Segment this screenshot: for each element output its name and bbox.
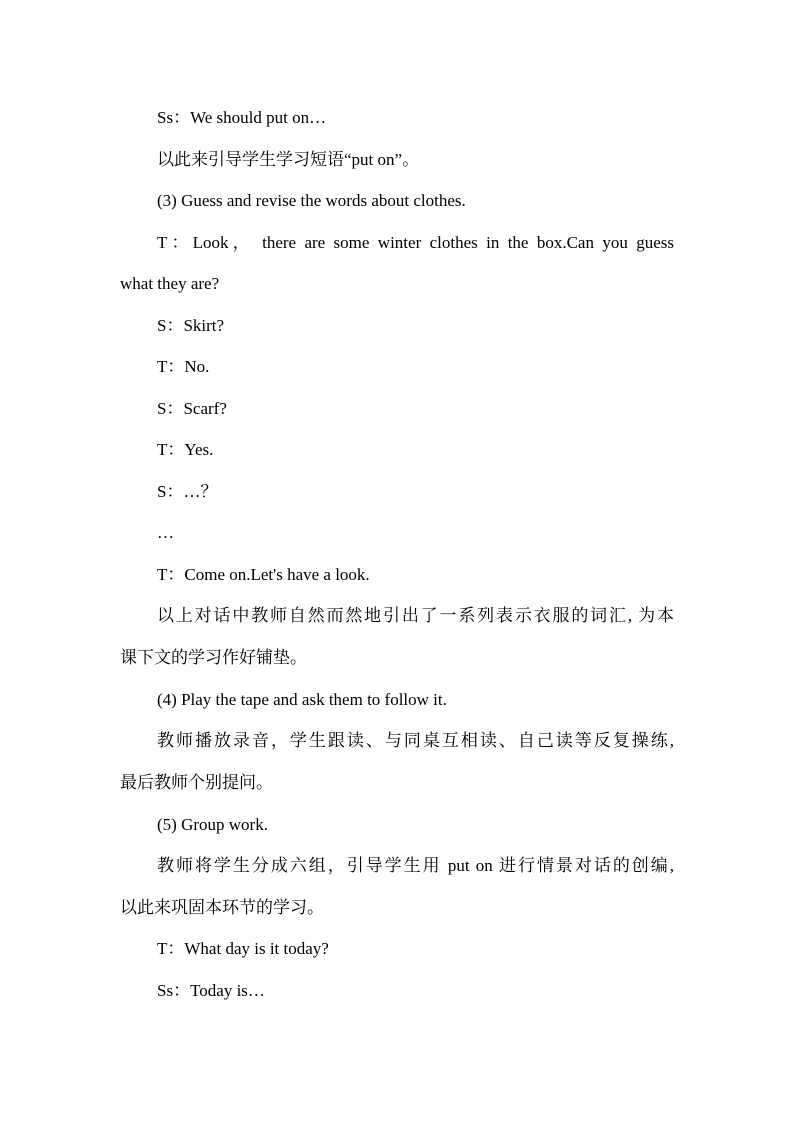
dialogue-line: T：What day is it today? [157,939,329,958]
step-heading: (3) Guess and revise the words about clothes. [157,191,466,210]
paragraph-line: 以上对话中教师自然而然地引出了一系列表示衣服的词汇, 为本 [157,606,674,625]
paragraph-line: 教师播放录音，学生跟读、与同桌互相读、自己读等反复操练, [157,731,674,750]
step-heading: (4) Play the tape and ask them to follow it. [157,690,447,709]
dialogue-line: T：Yes. [157,440,214,459]
dialogue-line: S：Skirt? [157,316,225,335]
dialogue-line: Ss：We should put on… [157,108,327,127]
paragraph-continuation: 以此来巩固本环节的学习。 [120,898,324,917]
dialogue-line: Ss：Today is… [157,981,265,1000]
dialogue-line: S：Scarf? [157,399,227,418]
dialogue-line: T：No. [157,357,210,376]
ellipsis-line: … [157,523,174,542]
paragraph-line: 以此来引导学生学习短语“put on”。 [157,150,420,169]
dialogue-line: S：…？ [157,482,218,501]
paragraph-line: 教师将学生分成六组，引导学生用 put on 进行情景对话的创编, [157,856,674,875]
dialogue-line: T：Look， there are some winter clothes in the box.Can you guess [157,233,674,252]
dialogue-continuation: what they are? [120,274,220,293]
paragraph-continuation: 课下文的学习作好铺垫。 [120,648,307,667]
step-heading: (5) Group work. [157,815,268,834]
paragraph-continuation: 最后教师个别提问。 [120,773,273,792]
dialogue-line: T：Come on.Let's have a look. [157,565,370,584]
